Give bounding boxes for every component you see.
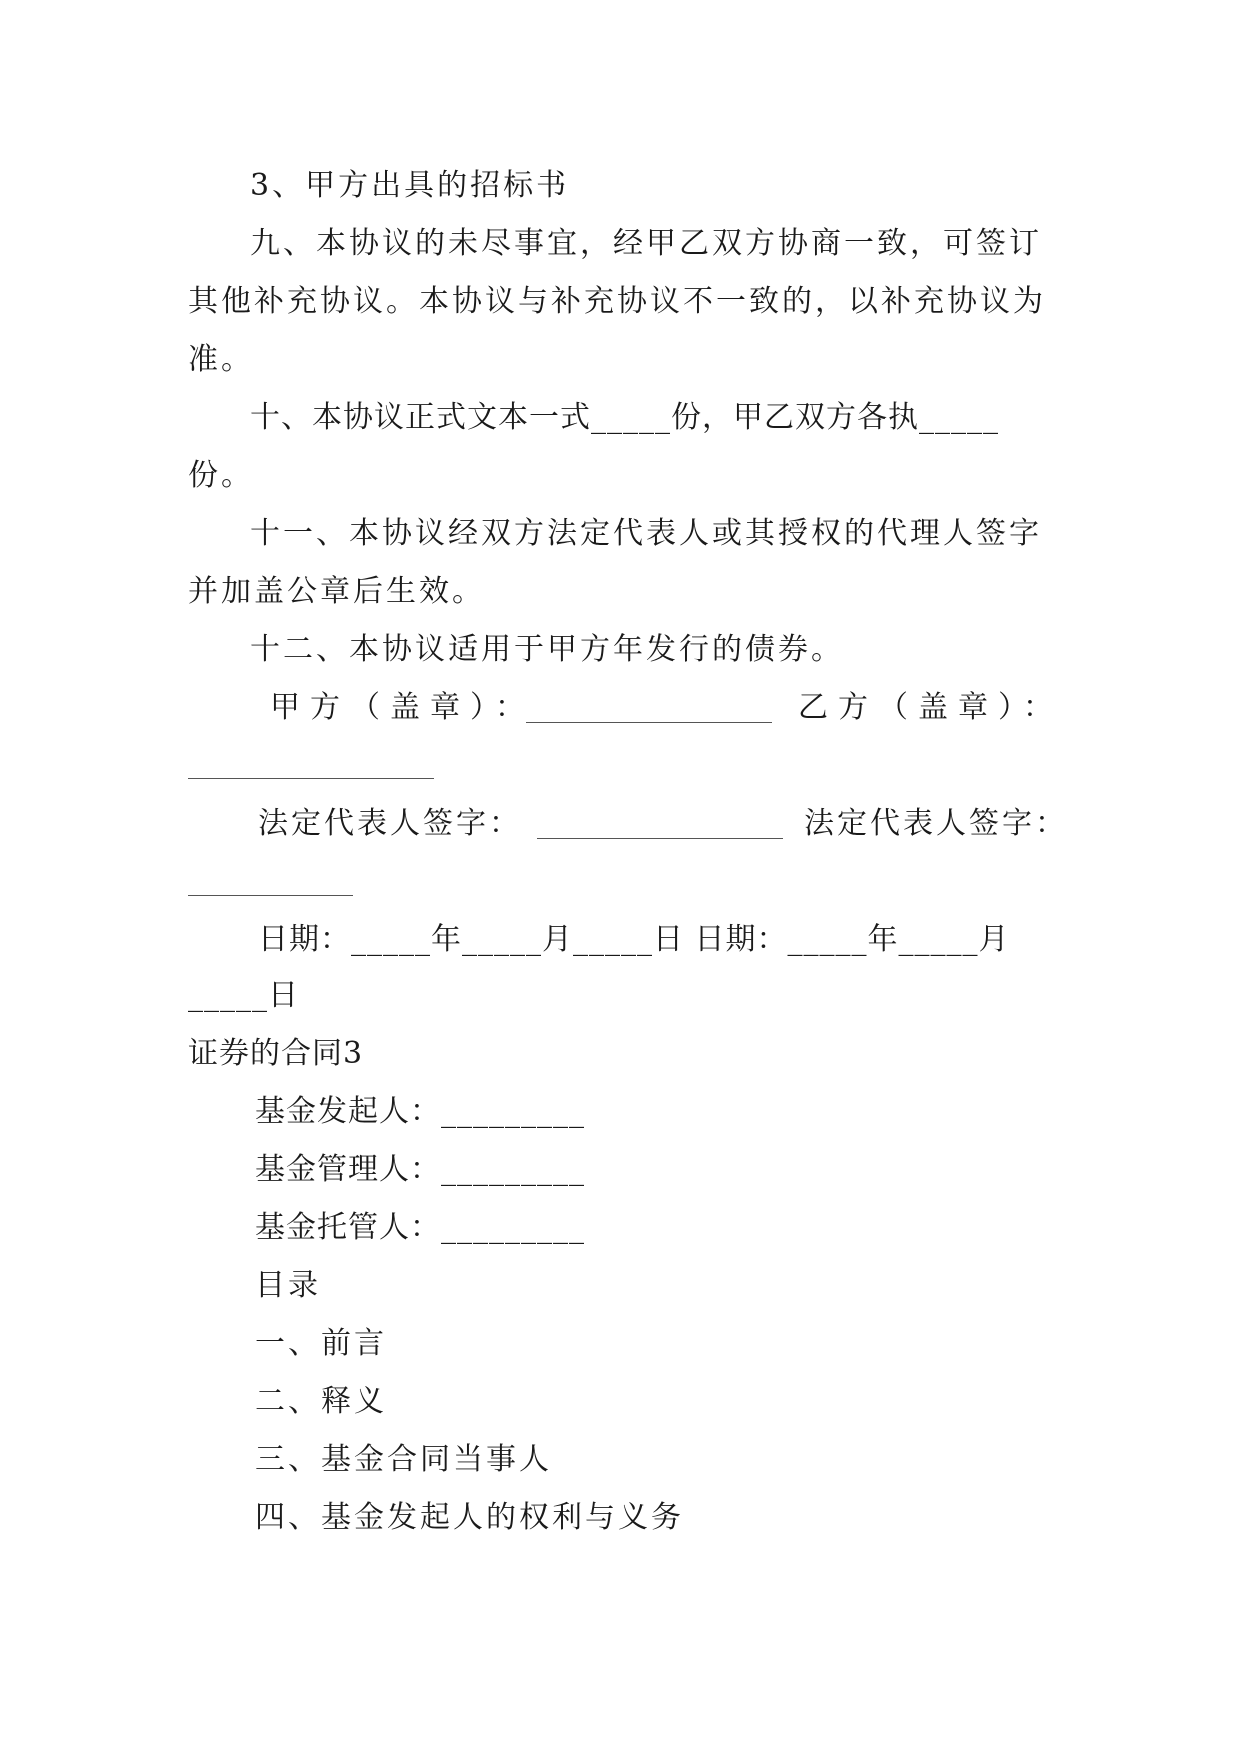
toc-item: 三、基金合同当事人 (255, 1442, 552, 1477)
item-3-tender-document: 3、甲方出具的招标书 (250, 168, 570, 203)
toc-item: 四、基金发起人的权利与义务 (255, 1500, 684, 1535)
article-12: 十二、本协议适用于甲方年发行的债券。 (250, 632, 844, 667)
article-9-line-2: 其他补充协议。本协议与补充协议不一致的，以补充协议为 (188, 284, 1046, 319)
article-10-line-1: 十、本协议正式文本一式_____份，甲乙双方各执_____ (250, 400, 999, 435)
toc-item: 一、前言 (255, 1326, 387, 1361)
article-11-line-1: 十一、本协议经双方法定代表人或其授权的代理人签字 (250, 516, 1042, 551)
party-a-rep-sign-blank (537, 838, 783, 839)
party-b-seal-label: 乙方（盖章）： (798, 690, 1063, 725)
toc-title: 目录 (255, 1268, 321, 1303)
section-heading: 证券的合同3 (188, 1036, 364, 1071)
party-b-rep-sign-label: 法定代表人签字： (804, 806, 1068, 841)
party-a-seal-label: 甲方（盖章）： (270, 690, 535, 725)
toc-item: 二、释义 (255, 1384, 387, 1419)
party-b-seal-blank (188, 778, 434, 779)
date-line-2: _____日 (188, 978, 299, 1013)
article-9-line-3: 准。 (188, 342, 254, 377)
party-b-rep-sign-blank (188, 895, 353, 896)
date-line-1: 日期：_____年_____月_____日 日期：_____年_____月 (258, 922, 1010, 957)
fund-manager: 基金管理人：_________ (255, 1152, 585, 1187)
article-10-line-2: 份。 (188, 458, 254, 493)
article-9-line-1: 九、本协议的未尽事宜，经甲乙双方协商一致，可签订 (250, 226, 1042, 261)
fund-initiator: 基金发起人：_________ (255, 1094, 585, 1129)
fund-custodian: 基金托管人：_________ (255, 1210, 585, 1245)
party-a-rep-sign-label: 法定代表人签字： (258, 806, 522, 841)
party-a-seal-blank (526, 722, 772, 723)
article-11-line-2: 并加盖公章后生效。 (188, 574, 485, 609)
